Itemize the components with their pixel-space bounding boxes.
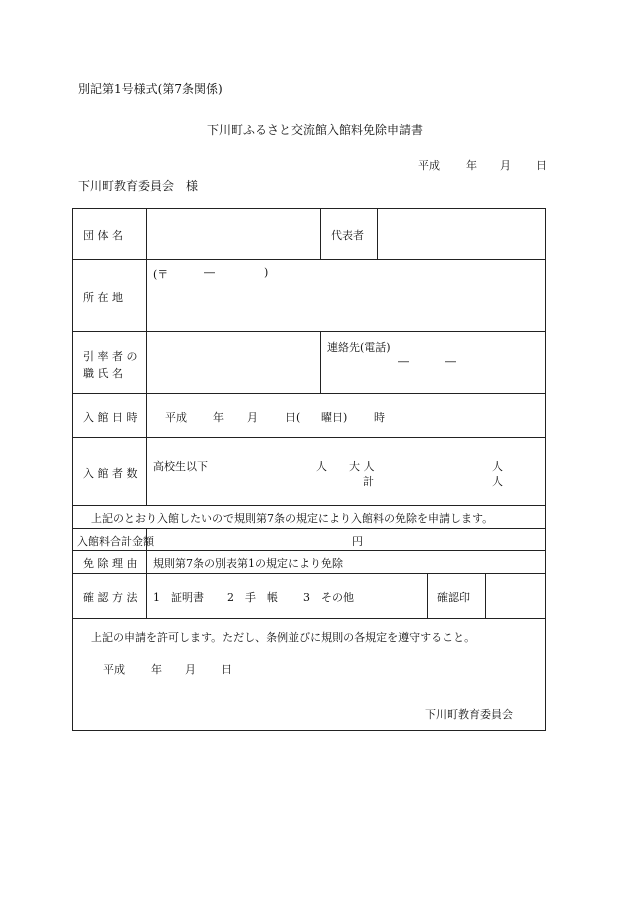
date-month: 月 xyxy=(500,159,511,172)
entry-datetime-label: 入 館 日 時 xyxy=(83,411,138,424)
address-field[interactable] xyxy=(147,260,544,330)
statement: 上記のとおり入館したいので規則第7条の規定により入館料の免除を申請します。 xyxy=(91,512,494,525)
confirm-option-handbook[interactable]: 2 手 帳 xyxy=(227,591,278,604)
form-number: 別記第1号様式(第7条関係) xyxy=(78,82,223,96)
total-fee-label: 入館料合計金額 xyxy=(77,535,154,548)
postal-close: ) xyxy=(264,266,269,279)
leader-label-line1: 引 率 者 の xyxy=(83,350,138,363)
entry-time: 時 xyxy=(374,411,385,424)
confirm-option-other[interactable]: 3 その他 xyxy=(303,591,354,604)
visitors-total: 計 xyxy=(363,475,374,488)
visitors-person-3: 人 xyxy=(492,475,503,488)
leader-field[interactable] xyxy=(147,332,319,392)
confirm-seal-box[interactable] xyxy=(486,574,544,617)
contact-dash-2: ― xyxy=(445,355,456,368)
total-fee-unit: 円 xyxy=(352,535,363,548)
visitors-person-1: 人 xyxy=(316,460,327,473)
entry-year: 年 xyxy=(213,411,224,424)
postal-dash: ― xyxy=(204,266,215,279)
visitors-person-2: 人 xyxy=(492,460,503,473)
application-form xyxy=(72,208,546,731)
visitors-adults: 大 人 xyxy=(349,460,375,473)
reason-value: 規則第7条の別表第1の規定により免除 xyxy=(153,557,343,570)
addressee: 下川町教育委員会 様 xyxy=(78,179,199,193)
date-year: 年 xyxy=(466,159,477,172)
approval-year: 年 xyxy=(151,663,162,676)
date-day: 日 xyxy=(536,159,547,172)
address-label: 所 在 地 xyxy=(83,291,123,304)
representative-field[interactable] xyxy=(378,210,544,258)
representative-label: 代表者 xyxy=(331,229,364,242)
reason-label: 免 除 理 由 xyxy=(83,557,138,570)
group-name-field[interactable] xyxy=(147,210,319,258)
postal-open: (〒 xyxy=(153,268,169,281)
contact-dash-1: ― xyxy=(398,355,409,368)
entry-month: 月 xyxy=(247,411,258,424)
entry-weekday: 曜日) xyxy=(321,411,348,424)
group-name-label: 団 体 名 xyxy=(83,229,123,242)
contact-label: 連絡先(電話) xyxy=(327,341,391,354)
confirm-seal-label: 確認印 xyxy=(437,591,470,604)
approval-day: 日 xyxy=(221,663,232,676)
approval-text: 上記の申請を許可します。ただし、条例並びに規則の各規定を遵守すること。 xyxy=(91,631,476,644)
leader-label-line2: 職 氏 名 xyxy=(83,367,123,380)
confirm-label: 確 認 方 法 xyxy=(83,591,138,604)
entry-era: 平成 xyxy=(165,411,187,424)
confirm-option-certificate[interactable]: 1 証明書 xyxy=(153,591,204,604)
approval-issuer: 下川町教育委員会 xyxy=(425,708,513,721)
approval-month: 月 xyxy=(185,663,196,676)
document-title: 下川町ふるさと交流館入館料免除申請書 xyxy=(207,123,424,137)
entry-day: 日( xyxy=(285,411,301,424)
approval-era: 平成 xyxy=(103,663,125,676)
visitors-students: 高校生以下 xyxy=(153,460,208,473)
visitors-label: 入 館 者 数 xyxy=(83,467,138,480)
date-era: 平成 xyxy=(418,159,440,172)
